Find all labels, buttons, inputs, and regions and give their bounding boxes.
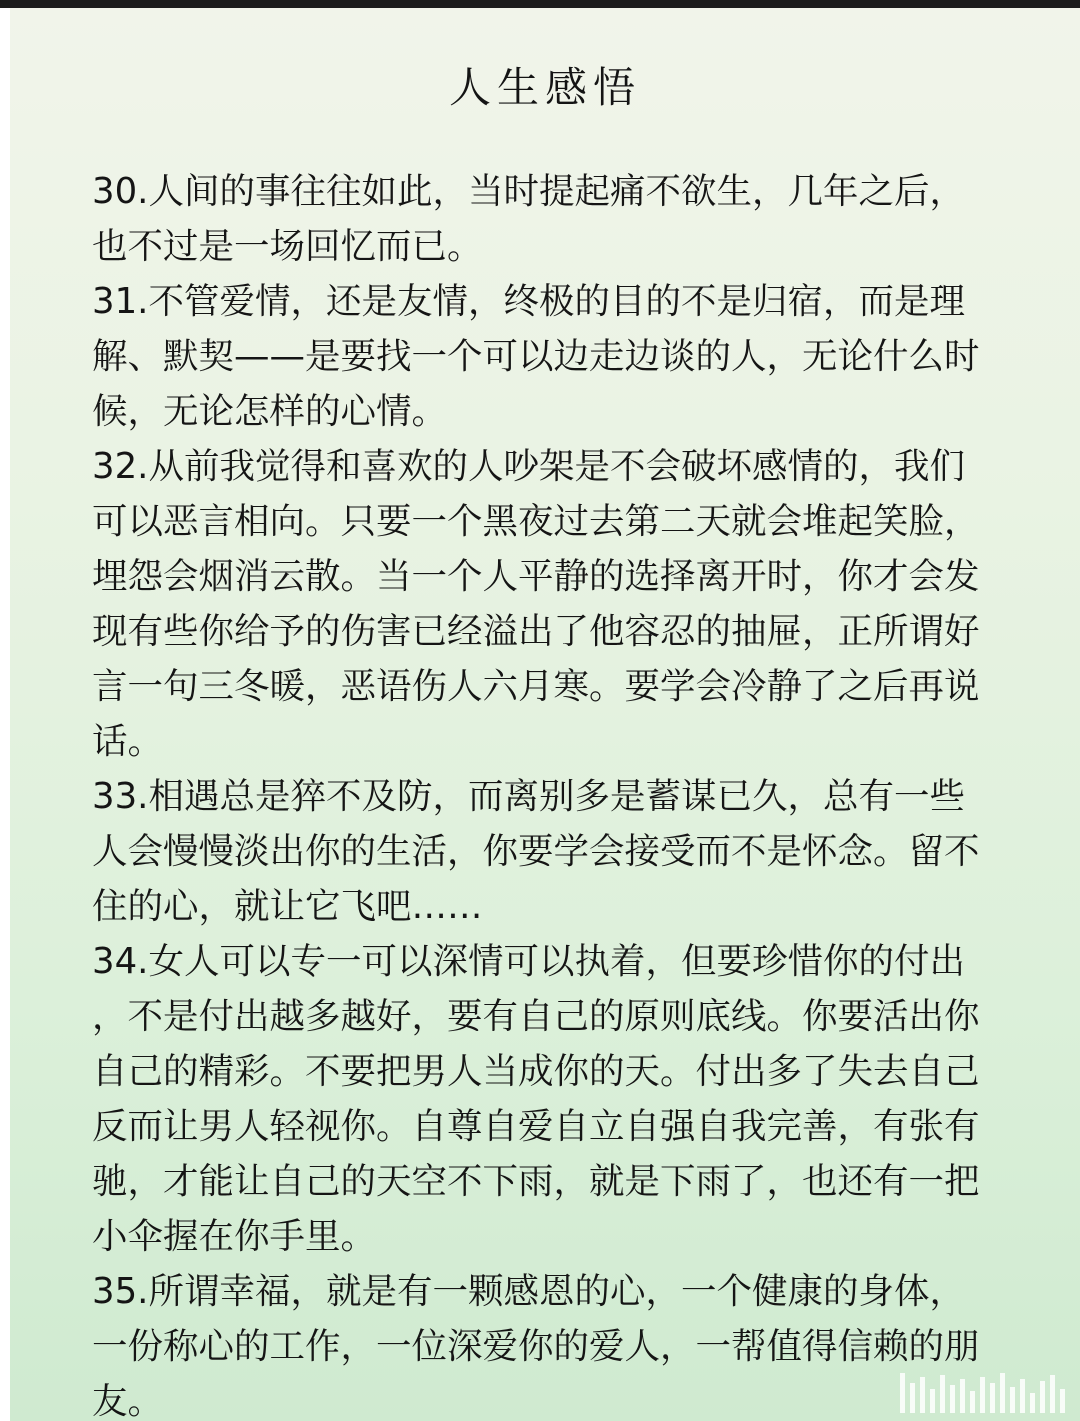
document-paper <box>10 8 1080 1421</box>
entry-paragraph <box>92 1264 992 1421</box>
entry-line: 话。 <box>92 721 164 762</box>
entry-paragraph <box>92 934 992 1264</box>
entry-line: 可以恶言相向。只要一个黑夜过去第二天就会堆起笑脸， <box>92 501 980 542</box>
entry-line: 也不过是一场回忆而已。 <box>92 226 483 267</box>
entry-line: 解、默契——是要找一个可以边走边谈的人，无论什么时 <box>92 336 980 377</box>
entry-line: 候，无论怎样的心情。 <box>92 391 448 432</box>
entry-line: 友。 <box>92 1381 164 1421</box>
top-border <box>0 0 1080 8</box>
entry-paragraph <box>92 274 992 439</box>
entry-line: 小伞握在你手里。 <box>92 1216 377 1257</box>
entry-paragraph <box>92 439 992 769</box>
document-body <box>92 164 992 1421</box>
entry-line: 31.不管爱情，还是友情，终极的目的不是归宿，而是理 <box>92 281 965 322</box>
entry-line: 33.相遇总是猝不及防，而离别多是蓄谋已久，总有一些 <box>92 776 965 817</box>
entry-paragraph <box>92 164 992 274</box>
entry-line: 一份称心的工作，一位深爱你的爱人，一帮值得信赖的朋 <box>92 1326 980 1367</box>
entry-line: 人会慢慢淡出你的生活，你要学会接受而不是怀念。留不 <box>92 831 980 872</box>
entry-line: 言一句三冬暖，恶语伤人六月寒。要学会冷静了之后再说 <box>92 666 980 707</box>
document-title: 人生感悟 <box>448 63 641 112</box>
entry-line: 34.女人可以专一可以深情可以执着，但要珍惜你的付出 <box>92 941 965 982</box>
entry-line: 驰，才能让自己的天空不下雨，就是下雨了，也还有一把 <box>92 1161 980 1202</box>
entry-line: 32.从前我觉得和喜欢的人吵架是不会破坏感情的，我们 <box>92 446 965 487</box>
entry-line: 30.人间的事往往如此，当时提起痛不欲生，几年之后， <box>92 171 965 212</box>
entry-line: 自己的精彩。不要把男人当成你的天。付出多了失去自己 <box>92 1051 980 1092</box>
entry-line: 现有些你给予的伤害已经溢出了他容忍的抽屉，正所谓好 <box>92 611 980 652</box>
entry-paragraph <box>92 769 992 934</box>
entry-line: 反而让男人轻视你。自尊自爱自立自强自我完善，有张有 <box>92 1106 980 1147</box>
entry-line: 埋怨会烟消云散。当一个人平静的选择离开时，你才会发 <box>92 556 980 597</box>
entry-line: 住的心，就让它飞吧…… <box>92 886 483 927</box>
watermark-icon <box>900 1373 1070 1413</box>
entry-line: 35.所谓幸福，就是有一颗感恩的心，一个健康的身体， <box>92 1271 965 1312</box>
entry-line: ，不是付出越多越好，要有自己的原则底线。你要活出你 <box>92 996 980 1037</box>
